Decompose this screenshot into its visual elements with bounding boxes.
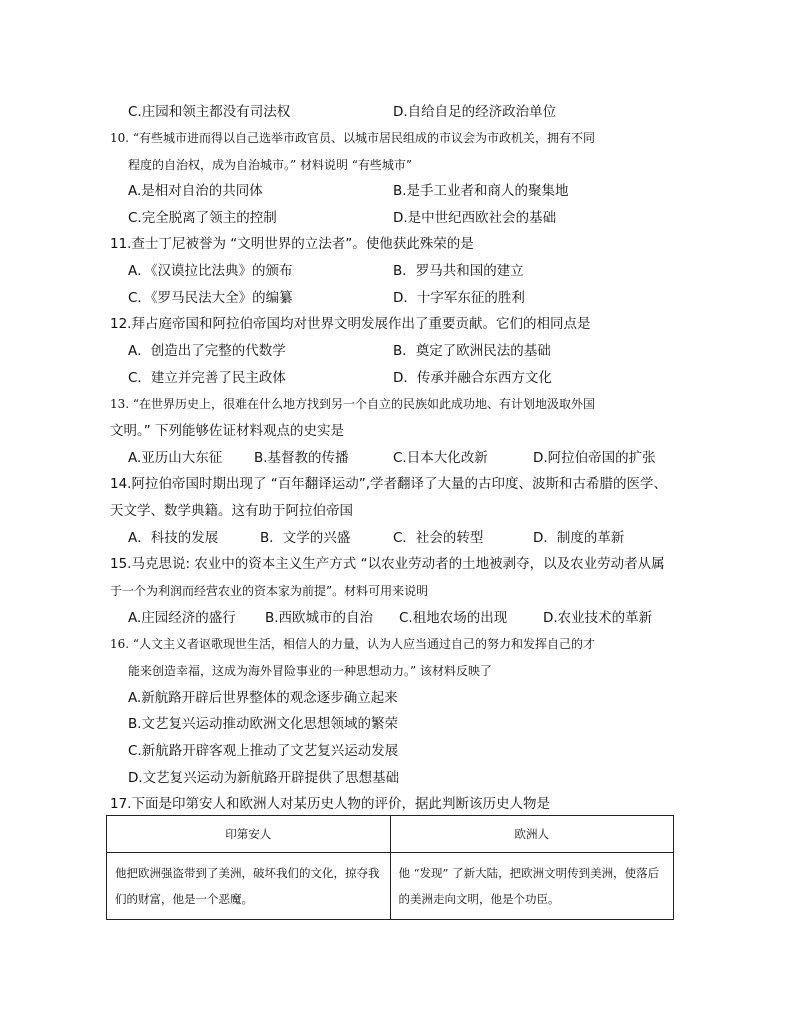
q16-option-a: A.新航路开辟后世界整体的观念逐步确立起来 xyxy=(128,690,398,706)
q15-option-c: C.租地农场的出现 xyxy=(399,610,508,626)
q14-stem-line1: 14.阿拉伯帝国时期出现了 “百年翻译运动”,学者翻译了大量的古印度、波斯和古希腊的医学、 xyxy=(110,476,668,492)
q13-stem-line2: 文明。” 下列能够佐证材料观点的史实是 xyxy=(110,423,345,439)
q10-stem-line1: 10. “有些城市进而得以自己选举市政官员、以城市居民组成的市议会为市政机关，拥有不同 xyxy=(110,131,596,145)
q13-option-b: B.基督教的传播 xyxy=(254,450,349,466)
q12-option-b: B．奠定了欧洲民法的基础 xyxy=(393,343,551,359)
q14-stem-line2: 天文学、数学典籍。这有助于阿拉伯帝国 xyxy=(110,503,353,519)
q14-option-b: B．文学的兴盛 xyxy=(260,530,351,546)
q10-stem-line2: 程度的自治权，成为自治城市。” 材料说明 “有些城市” xyxy=(128,158,413,172)
q13-option-d: D.阿拉伯帝国的扩张 xyxy=(533,450,656,466)
q17-stem: 17.下面是印第安人和欧洲人对某历史人物的评价，据此判断该历史人物是 xyxy=(110,796,550,812)
q9-option-d: D.自给自足的经济政治单位 xyxy=(393,104,557,120)
q14-option-d: D．制度的革新 xyxy=(533,530,625,546)
q11-option-a: A．《汉谟拉比法典》的颁布 xyxy=(128,263,293,279)
q17-evaluation-table xyxy=(106,815,674,920)
q12-stem: 12.拜占庭帝国和阿拉伯帝国均对世界文明发展作出了重要贡献。它们的相同点是 xyxy=(110,316,591,332)
q13-stem-line1: 13. “在世界历史上，很难在什么地方找到另一个自立的民族如此成功地、有计划地汲取外国 xyxy=(110,397,596,411)
q15-option-a: A.庄园经济的盛行 xyxy=(128,610,236,626)
q15-stem-line2: 于一个为利润而经营农业的资本家为前提”。材料可用来说明 xyxy=(110,584,429,598)
q15-option-d: D.农业技术的革新 xyxy=(543,610,653,626)
q14-option-a: A．科技的发展 xyxy=(128,530,219,546)
q15-stem-line1-text: 15.马克思说: 农业中的资本主义生产方式 “以农业劳动者的土地被剥夺，以及农业劳动者从属 xyxy=(110,556,665,572)
q16-stem-line2: 能来创造幸福，这成为海外冒险事业的一种思想动力。” 该材料反映了 xyxy=(128,664,492,678)
q16-stem-line1: 16. “人文主义者讴歌现世生活，相信人的力量，认为人应当通过自己的努力和发挥自己的才 xyxy=(110,637,596,651)
q15-option-b: B.西欧城市的自治 xyxy=(265,610,374,626)
q9-option-c: C.庄园和领主都没有司法权 xyxy=(128,104,291,120)
q16-option-c: C.新航路开辟客观上推动了文艺复兴运动发展 xyxy=(128,743,399,759)
table-header-row xyxy=(107,816,674,853)
q12-option-d: D．传承并融合东西方文化 xyxy=(393,370,552,386)
q13-option-c: C.日本大化改新 xyxy=(393,450,488,466)
q10-option-c: C.完全脱离了领主的控制 xyxy=(128,210,277,226)
q10-option-d: D.是中世纪西欧社会的基础 xyxy=(393,210,557,226)
q15-stem-line1 xyxy=(110,555,665,573)
table-row xyxy=(107,853,674,920)
q12-option-c: C．建立并完善了民主政体 xyxy=(128,370,286,386)
q11-option-b: B．罗马共和国的建立 xyxy=(393,263,524,279)
table-cell-europeans: 他 “发现” 了新大陆，把欧洲文明传到美洲，使落后的美洲走向文明，他是个功臣。 xyxy=(390,853,674,920)
q10-option-b: B.是手工业者和商人的聚集地 xyxy=(393,183,569,199)
table-header-indians: 印第安人 xyxy=(107,816,391,853)
q10-option-a: A.是相对自治的共同体 xyxy=(128,183,263,199)
q13-option-a: A.亚历山大东征 xyxy=(128,450,223,466)
q11-stem: 11.查士丁尼被誉为 “文明世界的立法者”。使他获此殊荣的是 xyxy=(110,236,474,252)
q11-option-c: C．《罗马民法大全》的编纂 xyxy=(128,290,293,306)
q16-option-d: D.文艺复兴运动为新航路开辟提供了思想基础 xyxy=(128,770,400,786)
q16-option-b: B.文艺复兴运动推动欧洲文化思想领域的繁荣 xyxy=(128,716,399,732)
q14-option-c: C．社会的转型 xyxy=(393,530,484,546)
table-header-europeans: 欧洲人 xyxy=(390,816,674,853)
q11-option-d: D．十字军东征的胜利 xyxy=(393,290,525,306)
table-cell-indians: 他把欧洲强盗带到了美洲，破坏我们的文化，掠夺我们的财富，他是一个恶魔。 xyxy=(107,853,391,920)
q12-option-a: A．创造出了完整的代数学 xyxy=(128,343,286,359)
